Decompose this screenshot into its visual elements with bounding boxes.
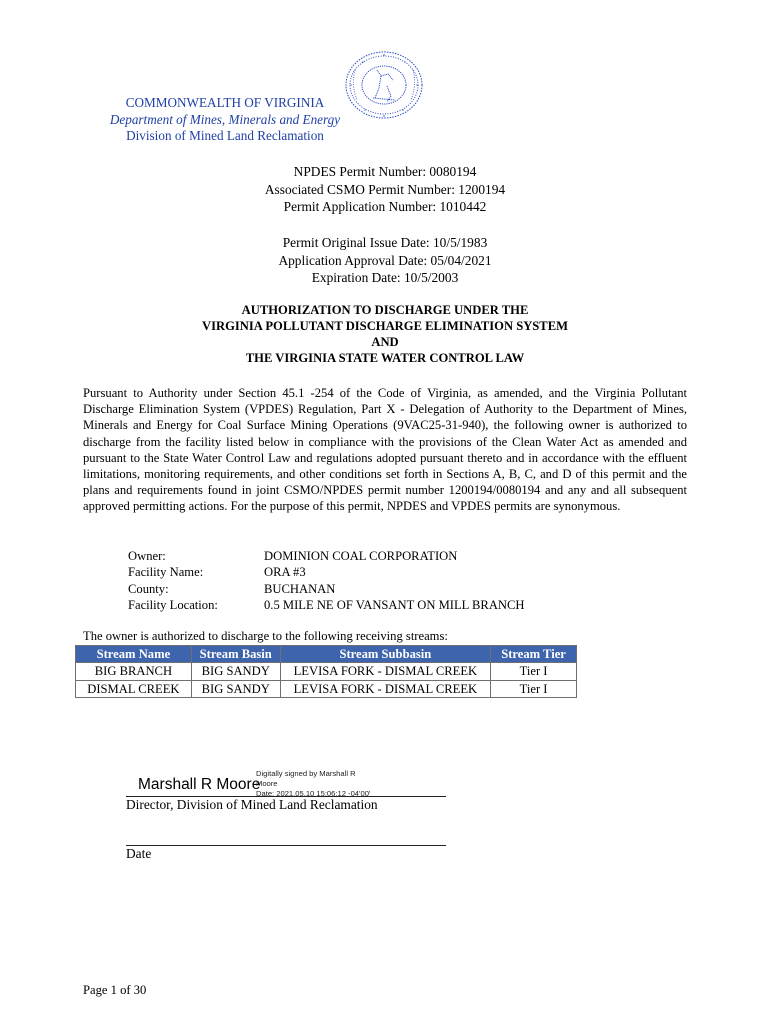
table-row — [76, 680, 577, 697]
application-approval-date: Application Approval Date: 05/04/2021 — [278, 252, 492, 268]
permit-dates — [0, 234, 770, 287]
npdes-permit-number: NPDES Permit Number: 0080194 — [293, 164, 477, 179]
header-stream-basin: Stream Basin — [191, 646, 280, 663]
expiration-date: Expiration Date: 10/5/2003 — [311, 270, 459, 285]
table-header-row — [76, 646, 577, 663]
title-line-4: THE VIRGINIA STATE WATER CONTROL LAW — [245, 351, 525, 365]
table-row — [76, 663, 577, 680]
owner-value: DOMINION COAL CORPORATION — [264, 549, 458, 563]
original-issue-date: Permit Original Issue Date: 10/5/1983 — [282, 235, 488, 250]
digital-signature-line-2: Moore — [256, 779, 278, 788]
cell-stream-basin: BIG SANDY — [191, 663, 280, 680]
facility-name-value: ORA #3 — [264, 565, 306, 580]
authority-paragraph: Pursuant to Authority under Section 45.1 -254 of the Code of Virginia, as amended, and the Virginia Pollutant Discharge Elimination System (VPDES) Regulation, Part X - Delegation of Authority to the Department of Mines, Minerals and Energy for Coal Surface Mining Operations (9VAC25-31-940), the following owner is authorized to discharge from the facility listed below in compliance with the provisions of the Clean Water Act as amended and pursuant to the State Water Control Law and regulations adopted pursuant thereto and in accordance with the effluent limitations, monitoring requirements, and other conditions set forth in Sections A, B, C, and D of this permit and the plans and requirements found in joint CSMO/NPDES permit number 1200194/0080194 and any and all subsequent approved permitting actions. For the purpose of this permit, NPDES and VPDES permits are synonymous. — [83, 386, 687, 514]
facility-location-value: 0.5 MILE NE OF VANSANT ON MILL BRANCH — [264, 598, 525, 613]
cell-stream-tier: Tier I — [491, 663, 577, 680]
digital-signature-stamp — [256, 769, 370, 799]
signature-name: Marshall R Moore — [138, 776, 261, 793]
facility-info — [0, 548, 770, 618]
cell-stream-subbasin: LEVISA FORK - DISMAL CREEK — [280, 680, 490, 697]
date-line — [126, 845, 446, 846]
receiving-streams-table — [75, 645, 577, 698]
agency-line-commonwealth: COMMONWEALTH OF VIRGINIA — [125, 95, 325, 110]
title-line-3: AND — [371, 335, 399, 349]
header-stream-tier: Stream Tier — [491, 646, 577, 663]
permit-numbers — [0, 163, 770, 216]
title-line-1: AUTHORIZATION TO DISCHARGE UNDER THE — [241, 303, 529, 317]
title-line-2: VIRGINIA POLLUTANT DISCHARGE ELIMINATION SYSTEM — [202, 319, 568, 333]
agency-line-department: Department of Mines, Minerals and Energy — [109, 111, 341, 127]
header-stream-subbasin: Stream Subbasin — [280, 646, 490, 663]
date-label: Date — [126, 846, 152, 861]
director-title: Director, Division of Mined Land Reclamation — [126, 797, 378, 812]
agency-line-division: Division of Mined Land Reclamation — [126, 128, 324, 143]
county-value: BUCHANAN — [264, 581, 336, 596]
cell-stream-name: BIG BRANCH — [76, 663, 192, 680]
authorization-title — [0, 302, 770, 366]
agency-header — [60, 95, 390, 145]
digital-signature-line-3: Date: 2021.05.10 15:06:12 -04'00' — [256, 789, 371, 798]
cell-stream-tier: Tier I — [491, 680, 577, 697]
streams-intro: The owner is authorized to discharge to the following receiving streams: — [83, 629, 448, 643]
digital-signature-line-1: Digitally signed by Marshall R — [256, 769, 356, 778]
csmo-permit-number: Associated CSMO Permit Number: 1200194 — [264, 181, 506, 197]
header-stream-name: Stream Name — [76, 646, 192, 663]
county-label: County: — [128, 581, 169, 596]
permit-application-number: Permit Application Number: 1010442 — [283, 199, 487, 214]
owner-label: Owner: — [128, 549, 166, 563]
cell-stream-subbasin: LEVISA FORK - DISMAL CREEK — [280, 663, 490, 680]
facility-name-label: Facility Name: — [128, 565, 204, 580]
cell-stream-name: DISMAL CREEK — [76, 680, 192, 697]
facility-location-label: Facility Location: — [128, 598, 218, 613]
cell-stream-basin: BIG SANDY — [191, 680, 280, 697]
page-number: Page 1 of 30 — [83, 983, 147, 997]
